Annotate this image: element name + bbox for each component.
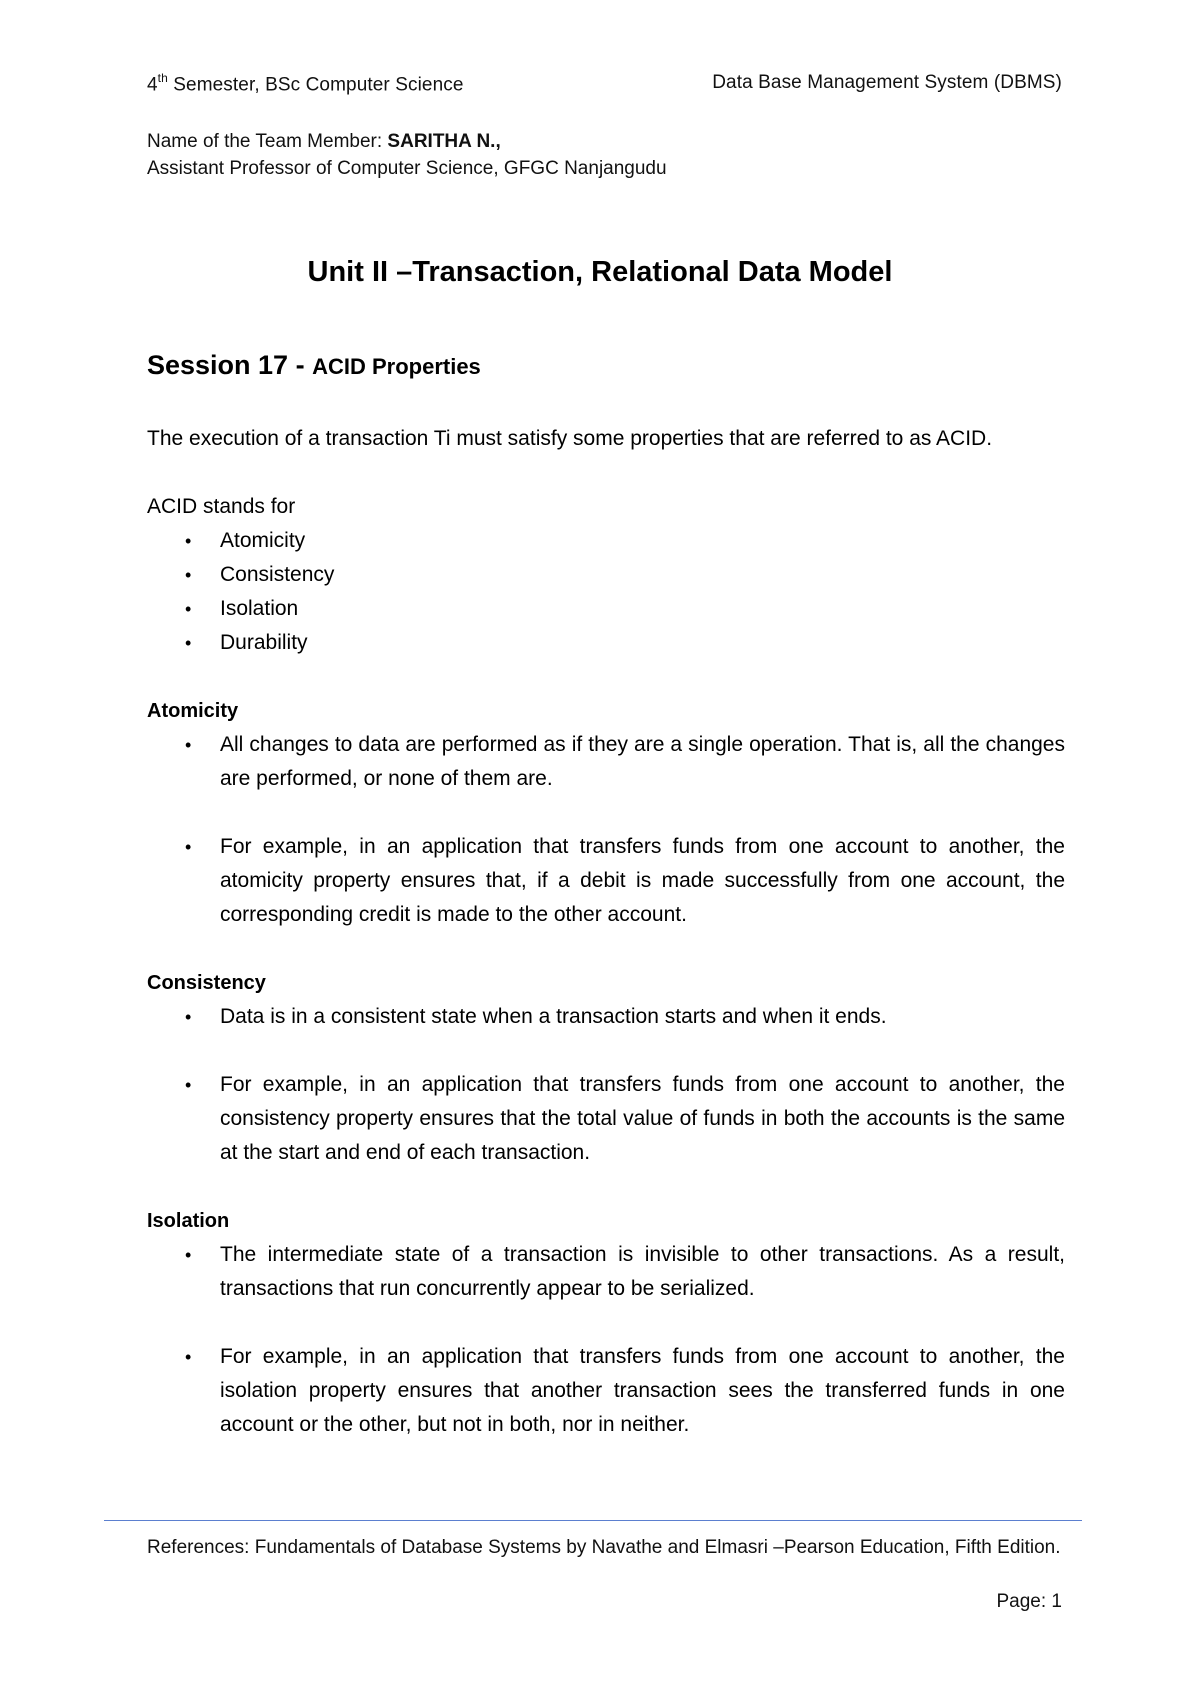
footer-references: References: Fundamentals of Database Systems by Navathe and Elmasri –Pearson Education, Fifth Edition. xyxy=(147,1537,1061,1558)
list-item: • Isolation xyxy=(147,592,1065,626)
list-item: • For example, in an application that transfers funds from one account to another, the consistency property ensures that the total value of funds in both the accounts is the same at the start and end of each transaction. xyxy=(147,1068,1065,1170)
session-number: Session 17 - xyxy=(147,350,313,380)
section-heading-atomicity: Atomicity xyxy=(147,700,239,722)
team-member-block xyxy=(147,128,667,182)
header-semester xyxy=(147,72,464,96)
acid-lead: ACID stands for xyxy=(147,495,296,518)
section-heading-isolation: Isolation xyxy=(147,1210,230,1232)
isolation-points xyxy=(147,1238,1065,1442)
content-body xyxy=(147,422,1065,1442)
semester-suffix: th xyxy=(157,71,168,85)
session-heading xyxy=(147,350,481,381)
acid-list xyxy=(147,524,1065,660)
intro-paragraph: The execution of a transaction Ti must satisfy some properties that are referred to as ACID. xyxy=(147,427,993,450)
header-course: Data Base Management System (DBMS) xyxy=(712,72,1062,93)
member-label: Name of the Team Member: xyxy=(147,131,388,152)
page-number: Page: 1 xyxy=(996,1591,1062,1612)
unit-title: Unit II –Transaction, Relational Data Model xyxy=(307,256,893,288)
list-item: • All changes to data are performed as if they are a single operation. That is, all the changes are performed, or none of them are. xyxy=(147,728,1065,796)
list-item: • Atomicity xyxy=(147,524,1065,558)
list-item: • For example, in an application that transfers funds from one account to another, the atomicity property ensures that, if a debit is made successfully from one account, the corresponding credit is made to the other account. xyxy=(147,830,1065,932)
list-item: • The intermediate state of a transaction is invisible to other transactions. As a result, transactions that run concurrently appear to be serialized. xyxy=(147,1238,1065,1306)
semester-number: 4 xyxy=(147,74,158,96)
member-designation: Assistant Professor of Computer Science, GFGC Nanjangudu xyxy=(147,158,667,179)
semester-text: Semester, BSc Computer Science xyxy=(167,74,464,96)
list-item: • Durability xyxy=(147,626,1065,660)
list-item: • Data is in a consistent state when a transaction starts and when it ends. xyxy=(147,1000,1065,1034)
list-item: • For example, in an application that transfers funds from one account to another, the isolation property ensures that another transaction sees the transferred funds in one account or the other, but not in both, nor in neither. xyxy=(147,1340,1065,1442)
consistency-points xyxy=(147,1000,1065,1170)
footer-divider xyxy=(104,1520,1082,1521)
session-topic: ACID Properties xyxy=(312,354,481,379)
list-item: • Consistency xyxy=(147,558,1065,592)
member-name: SARITHA N., xyxy=(387,131,501,152)
atomicity-points xyxy=(147,728,1065,932)
section-heading-consistency: Consistency xyxy=(147,972,266,994)
